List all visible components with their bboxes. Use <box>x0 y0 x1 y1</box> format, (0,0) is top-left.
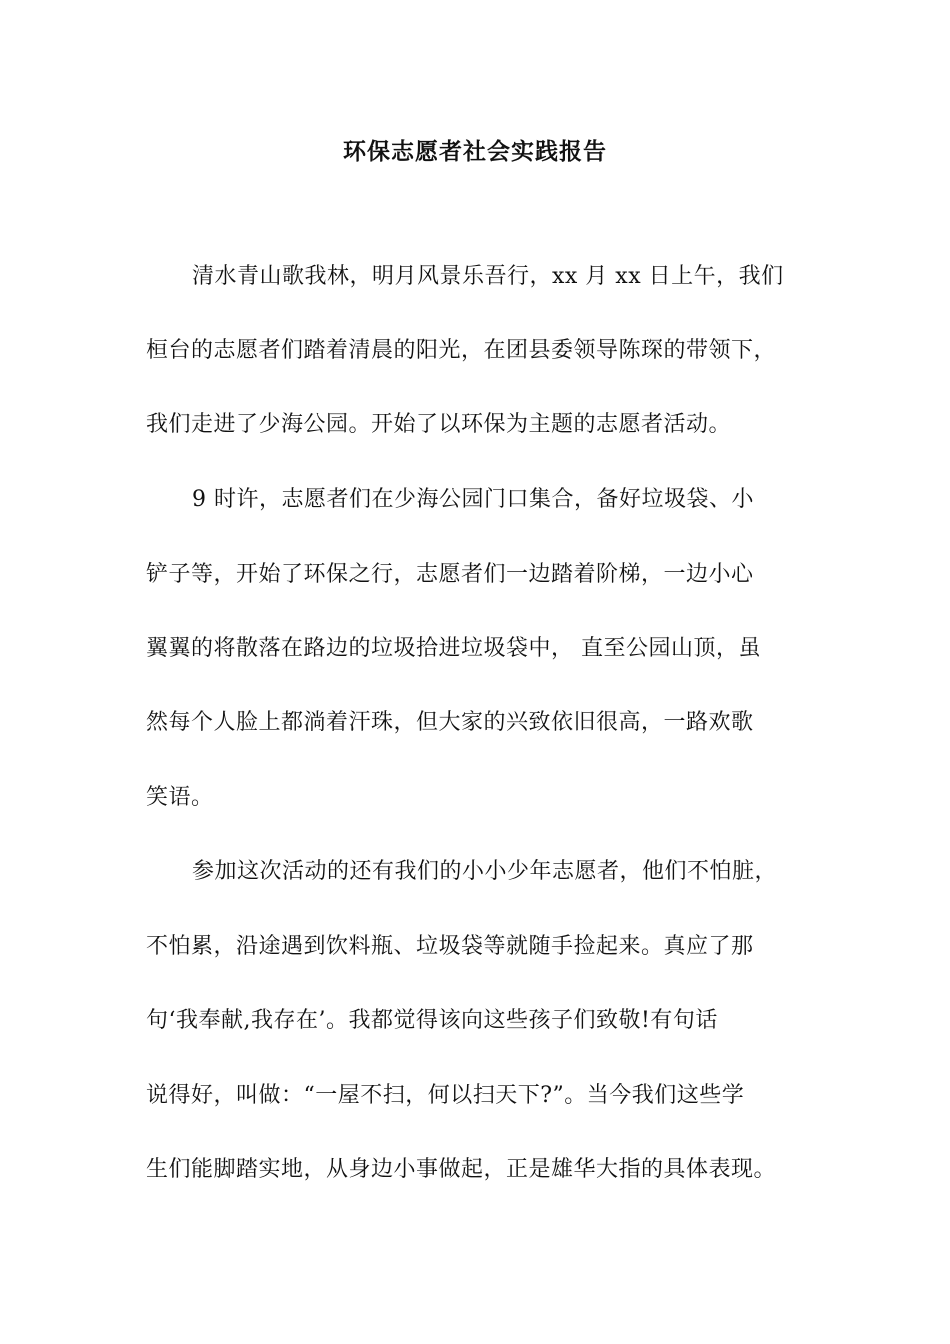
paragraph-3-line-3: 句‘我奉献,我存在’。我都觉得该向这些孩子们致敬!有句话 <box>146 1008 718 1033</box>
paragraph-2-line-4: 然每个人脸上都淌着汗珠，但大家的兴致依旧很高，一路欢歌 <box>146 710 754 735</box>
paragraph-2-line-5: 笑语。 <box>146 785 214 810</box>
paragraph-3-line-4: 说得好，叫做：“一屋不扫，何以扫天下?”。当今我们这些学 <box>146 1083 745 1108</box>
paragraph-1-line-2: 桓台的志愿者们踏着清晨的阳光，在团县委领导陈琛的带领下， <box>146 338 777 363</box>
paragraph-1-line-1: 清水青山歌我林，明月风景乐吾行，xx 月 xx 日上午，我们 <box>192 264 784 289</box>
paragraph-3-line-2: 不怕累，沿途遇到饮料瓶、垃圾袋等就随手捡起来。真应了那 <box>146 934 754 959</box>
paragraph-2-line-3: 翼翼的将散落在路边的垃圾拾进垃圾袋中， 直至公园山顶，虽 <box>146 636 761 661</box>
paragraph-3-line-1: 参加这次活动的还有我们的小小少年志愿者，他们不怕脏， <box>192 859 778 884</box>
document-title: 环保志愿者社会实践报告 <box>343 138 607 165</box>
paragraph-1-line-3: 我们走进了少海公园。开始了以环保为主题的志愿者活动。 <box>146 412 732 437</box>
paragraph-3-line-5: 生们能脚踏实地，从身边小事做起，正是雄华大指的具体表现。 <box>146 1157 777 1182</box>
paragraph-2-line-2: 铲子等，开始了环保之行，志愿者们一边踏着阶梯，一边小心 <box>146 562 754 587</box>
paragraph-2-line-1: 9 时许，志愿者们在少海公园门口集合，备好垃圾袋、小 <box>192 487 754 512</box>
